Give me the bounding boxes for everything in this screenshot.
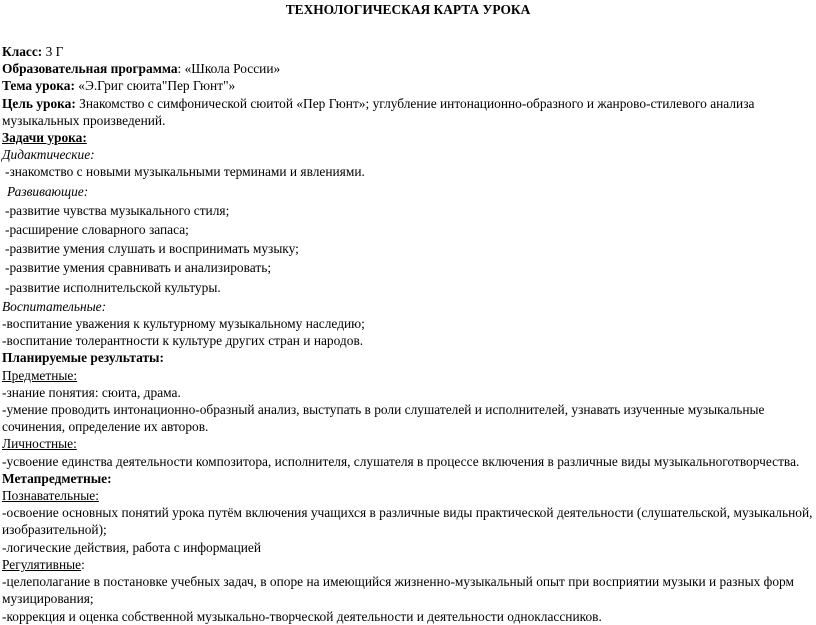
educational-heading: Воспитательные: xyxy=(2,298,107,314)
cognitive-item: -освоение основных понятий урока путём включения учащихся в различные виды практической деятельности (слушательской, музыкальной, изобразительной); xyxy=(2,505,813,538)
program-label: Образовательная программа xyxy=(2,61,178,77)
program-line xyxy=(2,60,814,77)
goal-paragraph xyxy=(2,95,772,129)
developmental-item: -развитие исполнительской культуры. xyxy=(5,279,221,295)
meta-heading: Метапредметные: xyxy=(2,470,112,486)
developmental-item: -развитие чувства музыкального стиля; xyxy=(5,202,230,218)
cognitive-heading: Познавательные: xyxy=(2,488,99,504)
goal-label: Цель урока: xyxy=(2,95,76,111)
regulatory-item: -коррекция и оценка собственной музыкально-творческой деятельности и деятельности одноклассников. xyxy=(2,608,602,624)
regulatory-item: -целеполагание в постановке учебных задач, в опоре на имеющийся жизненно-музыкальный опыт при восприятии музыки и разных форм музицирования; xyxy=(2,574,795,607)
didactic-item: -знакомство с новыми музыкальными терминами и явлениями. xyxy=(5,164,365,180)
document-body xyxy=(2,43,814,625)
goal-value: Знакомство с симфонической сюитой «Пер Гюнт»; углубление интонационно-образного и жанрово-стилевого анализа музыкальных произведений. xyxy=(2,95,755,128)
tasks-heading: Задачи урока: xyxy=(2,130,87,146)
subject-heading: Предметные: xyxy=(2,367,78,383)
didactic-heading: Дидактические: xyxy=(2,147,95,163)
regulatory-heading-colon: : xyxy=(81,556,85,572)
regulatory-heading-line xyxy=(2,556,814,573)
topic-label: Тема урока: xyxy=(2,78,75,94)
developmental-item: -расширение словарного запаса; xyxy=(5,222,189,238)
program-value: : «Школа России» xyxy=(177,61,281,77)
cognitive-item: -логические действия, работа с информацией xyxy=(2,539,262,555)
topic-line xyxy=(2,77,814,94)
developmental-heading: Развивающие: xyxy=(7,183,89,199)
developmental-item: -развитие умения слушать и воспринимать музыку; xyxy=(5,241,299,257)
class-line xyxy=(2,43,814,60)
topic-value: «Э.Григ сюита"Пер Гюнт"» xyxy=(74,78,236,94)
subject-item: -умение проводить интонационно-образный анализ, выступать в роли слушателей и исполнителей, узнавать изученные музыкальные сочинения, определение их авторов. xyxy=(2,402,765,435)
results-heading: Планируемые результаты: xyxy=(2,350,164,366)
regulatory-heading: Регулятивные xyxy=(2,556,82,572)
educational-item: -воспитание толерантности к культуре других стран и народов. xyxy=(2,333,364,349)
document-title: ТЕХНОЛОГИЧЕСКАЯ КАРТА УРОКА xyxy=(285,2,531,17)
class-value: 3 Г xyxy=(42,44,64,59)
personal-heading: Личностные: xyxy=(2,436,77,452)
personal-item: -усвоение единства деятельности композитора, исполнителя, слушателя в процессе включения в различные виды музыкальноготворчества. xyxy=(2,453,800,469)
educational-item: -воспитание уважения к культурному музыкальному наследию; xyxy=(2,316,365,332)
class-label: Класс: xyxy=(2,44,43,59)
subject-item: -знание понятия: сюита, драма. xyxy=(2,384,181,400)
developmental-item: -развитие умения сравнивать и анализировать; xyxy=(5,260,272,276)
